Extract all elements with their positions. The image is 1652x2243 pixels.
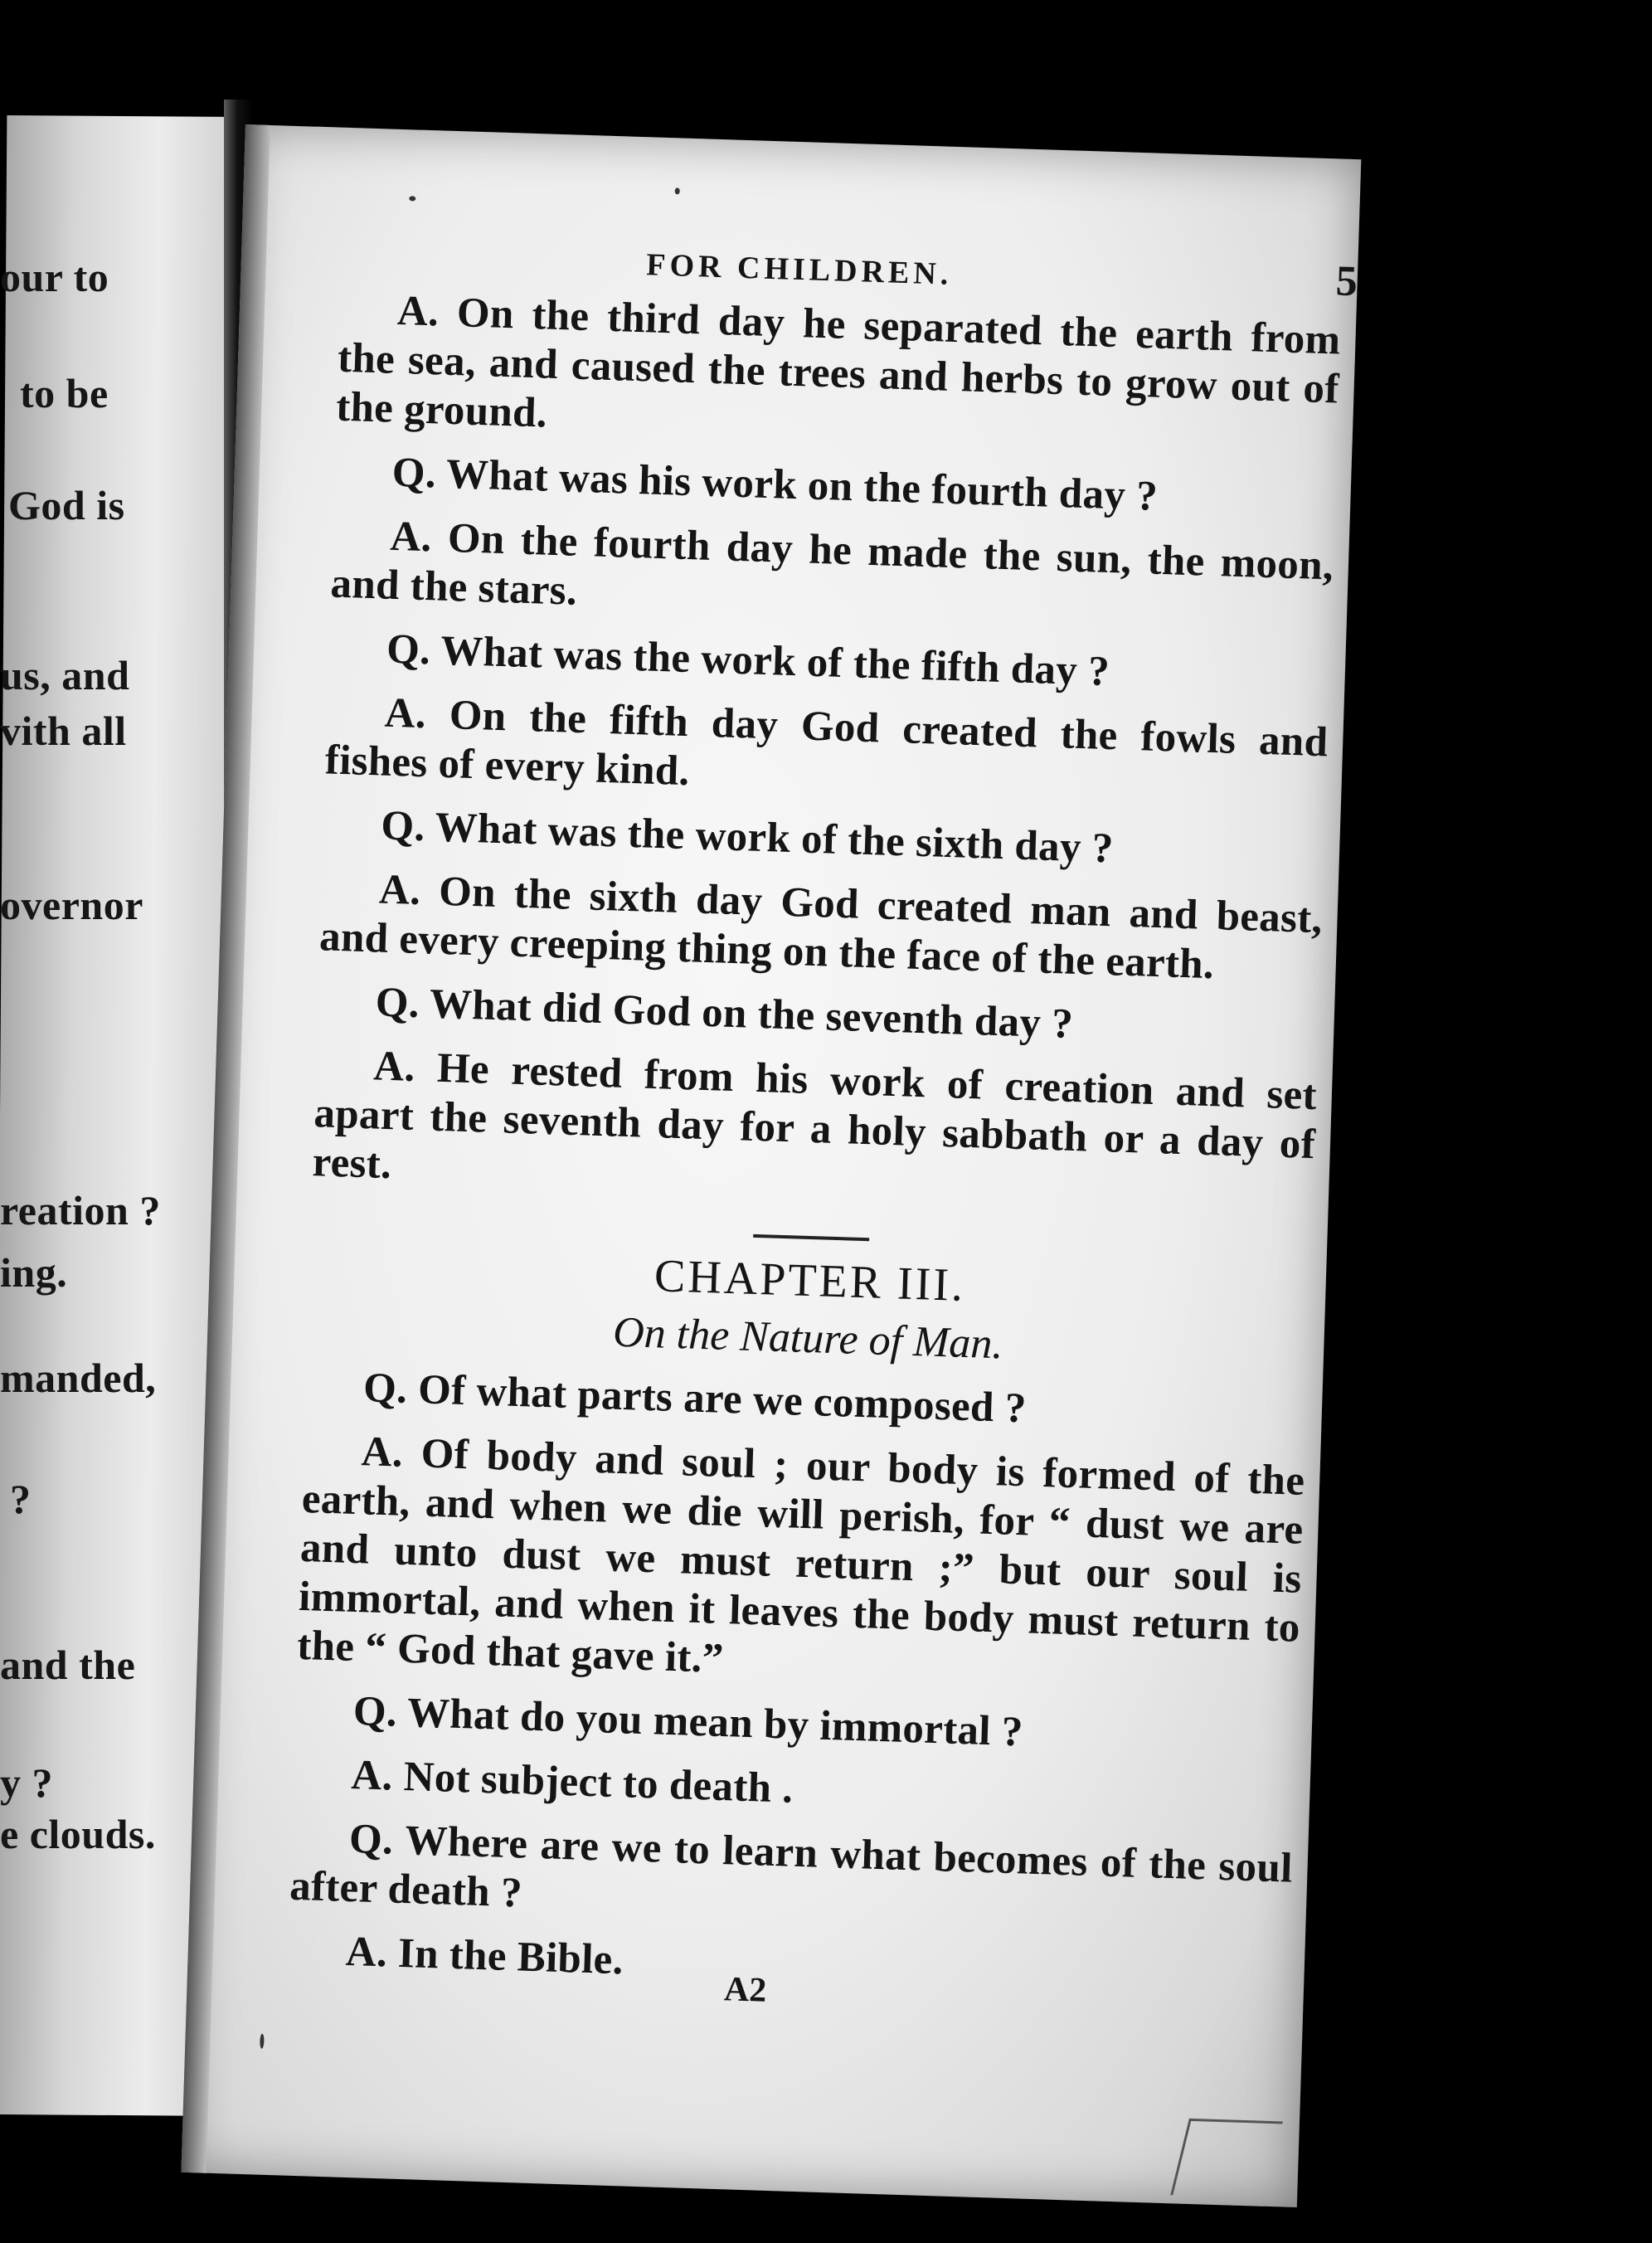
left-page-line: us, and xyxy=(0,652,130,698)
dust-speck xyxy=(675,187,680,194)
left-page-line: our to xyxy=(0,254,109,300)
left-page-line: y ? xyxy=(0,1759,53,1806)
left-page-line: reation ? xyxy=(0,1187,161,1233)
question-paragraph: Q. Where are we to learn what becomes of the soul after death ? xyxy=(289,1815,1294,1917)
left-page-line: God is xyxy=(8,482,125,528)
book-page xyxy=(181,124,1361,2207)
chapter-title: CHAPTER III. xyxy=(654,1250,966,1311)
answer-paragraph: A. On the fifth day God created the fowls and fishes of every kind. xyxy=(324,689,1329,796)
answer-paragraph: A. On the sixth day God created man and beast, and every creeping thing on the face of the earth. xyxy=(318,866,1324,989)
question-paragraph: Q. What was his work on the fourth day ? xyxy=(391,449,1159,520)
left-page-line: vith all xyxy=(0,708,127,754)
question-paragraph: Q. Of what parts are we composed ? xyxy=(362,1365,1028,1433)
question-paragraph: Q. What do you mean by immortal ? xyxy=(352,1688,1024,1756)
answer-paragraph: A. On the fourth day he made the sun, the moon, and the stars. xyxy=(329,513,1334,615)
left-page-line: to be xyxy=(20,370,109,416)
answer-paragraph: A. In the Bible. xyxy=(344,1928,624,1984)
section-divider xyxy=(753,1234,869,1241)
question-paragraph: Q. What did God on the seventh day ? xyxy=(374,979,1074,1048)
dust-speck xyxy=(409,196,415,201)
signature-mark: A2 xyxy=(723,1970,768,2010)
left-page-line: ? xyxy=(10,1476,32,1522)
answer-paragraph: A. He rested from his work of creation and set apart the seventh day for a holy sabbath or a day of rest. xyxy=(311,1043,1318,1189)
answer-paragraph: A. On the third day he separated the earth from the sea, and caused the trees and herbs to grow out of the ground. xyxy=(335,287,1342,437)
answer-paragraph: A. Of body and soul ; our body is formed of the earth, and when we die will perish, for “ dust we are and unto dust we must return ;” but our soul is immortal, and when it leaves the body must return to the “ God that gave it.” xyxy=(296,1428,1306,1683)
page-number: 5 xyxy=(1334,257,1358,306)
page-corner-fold xyxy=(1170,2119,1283,2198)
left-page-line: manded, xyxy=(0,1355,157,1401)
left-page-line: and the xyxy=(0,1642,136,1688)
left-page-line: e clouds. xyxy=(0,1811,156,1857)
left-page-line: overnor xyxy=(0,882,143,928)
dust-speck xyxy=(260,2034,265,2049)
page-body xyxy=(286,285,1341,2022)
running-head: FOR CHILDREN. xyxy=(645,247,953,292)
left-page-line: ing. xyxy=(0,1249,68,1296)
question-paragraph: Q. What was the work of the fifth day ? xyxy=(386,625,1110,696)
answer-paragraph: A. Not subject to death . xyxy=(350,1752,794,1812)
chapter-subtitle: On the Nature of Man. xyxy=(612,1308,1004,1369)
question-paragraph: Q. What was the work of the sixth day ? xyxy=(380,802,1115,873)
